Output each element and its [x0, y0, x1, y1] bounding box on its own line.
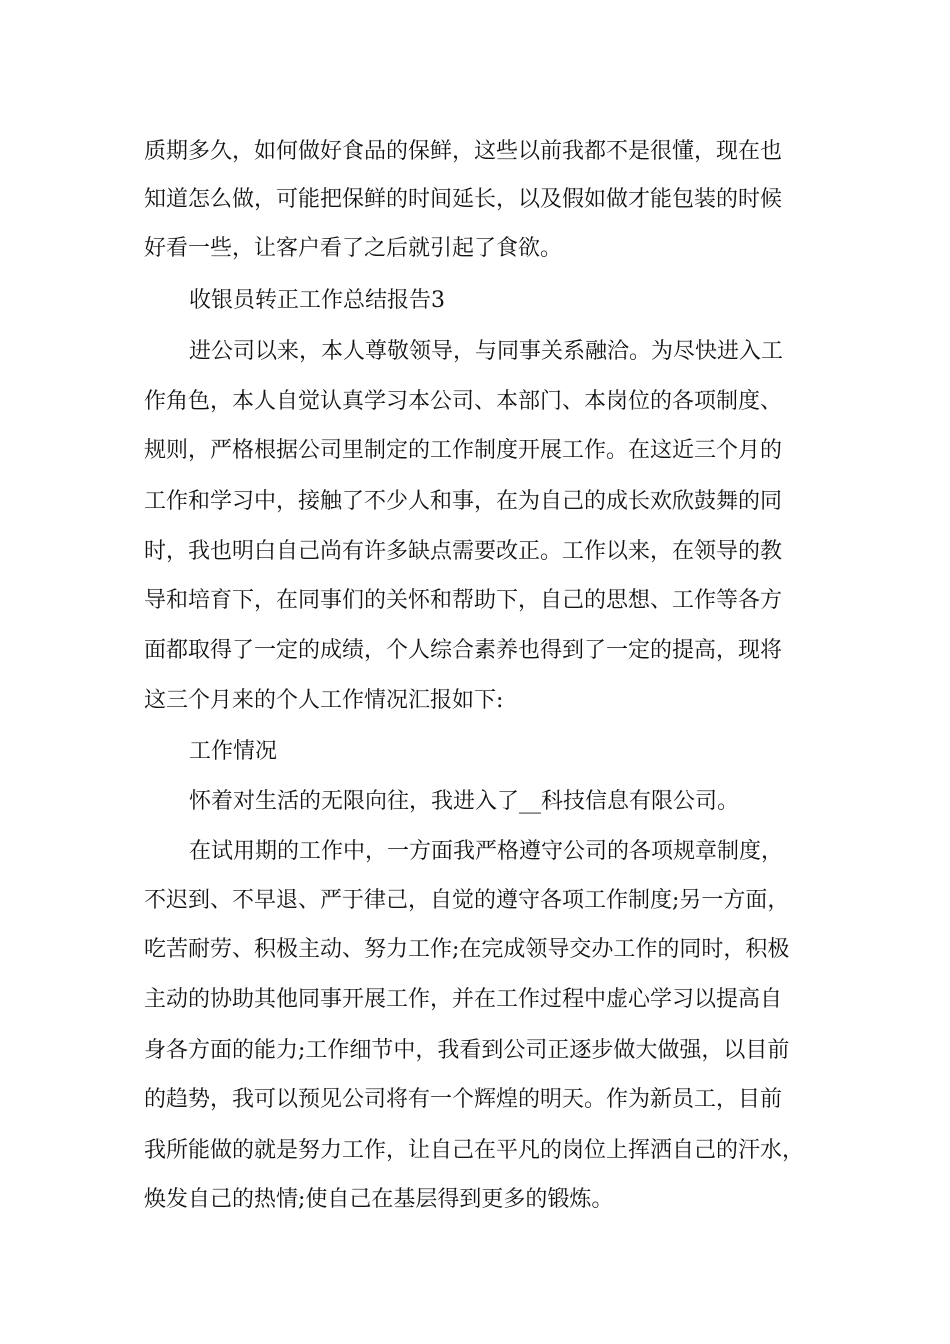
text-line: 面都取得了一定的成绩，个人综合素养也得到了一定的提高，现将 — [144, 638, 783, 663]
text-line: 的趋势，我可以预见公司将有一个辉煌的明天。作为新员工，目前 — [144, 1087, 783, 1112]
text-line: 不迟到、不早退、严于律己，自觉的遵守各项工作制度;另一方面， — [144, 888, 790, 913]
subheading-work-status: 工作情况 — [189, 739, 278, 764]
text-line: 好看一些，让客户看了之后就引起了食欲。 — [144, 236, 563, 261]
text-line: 怀着对生活的无限向往，我进入了__科技信息有限公司。 — [189, 789, 740, 814]
text-line: 主动的协助其他同事开展工作，并在工作过程中虚心学习以提高自 — [144, 987, 783, 1012]
text-line: 时，我也明白自己尚有许多缺点需要改正。工作以来，在领导的教 — [144, 539, 783, 564]
text-line: 在试用期的工作中，一方面我严格遵守公司的各项规章制度， — [189, 839, 784, 864]
text-line: 规则，严格根据公司里制定的工作制度开展工作。在这近三个月的 — [144, 438, 783, 463]
text-line: 质期多久，如何做好食品的保鲜，这些以前我都不是很懂，现在也 — [144, 139, 783, 164]
section-heading: 收银员转正工作总结报告3 — [189, 288, 445, 313]
text-line: 导和培育下，在同事们的关怀和帮助下，自己的思想、工作等各方 — [144, 588, 783, 613]
text-line: 焕发自己的热情;使自己在基层得到更多的锻炼。 — [144, 1187, 614, 1212]
text-line: 我所能做的就是努力工作，让自己在平凡的岗位上挥洒自己的汗水， — [144, 1138, 805, 1163]
text-line: 作角色，本人自觉认真学习本公司、本部门、本岗位的各项制度、 — [144, 389, 783, 414]
text-line: 进公司以来，本人尊敬领导，与同事关系融洽。为尽快进入工 — [189, 339, 784, 364]
text-line: 吃苦耐劳、积极主动、努力工作;在完成领导交办工作的同时，积极 — [144, 937, 790, 962]
text-line: 身各方面的能力;工作细节中，我看到公司正逐步做大做强，以目前 — [144, 1038, 790, 1063]
text-line: 这三个月来的个人工作情况汇报如下: — [144, 688, 504, 713]
text-line: 知道怎么做，可能把保鲜的时间延长，以及假如做才能包装的时候 — [144, 187, 783, 212]
text-line: 工作和学习中，接触了不少人和事，在为自己的成长欢欣鼓舞的同 — [144, 489, 783, 514]
